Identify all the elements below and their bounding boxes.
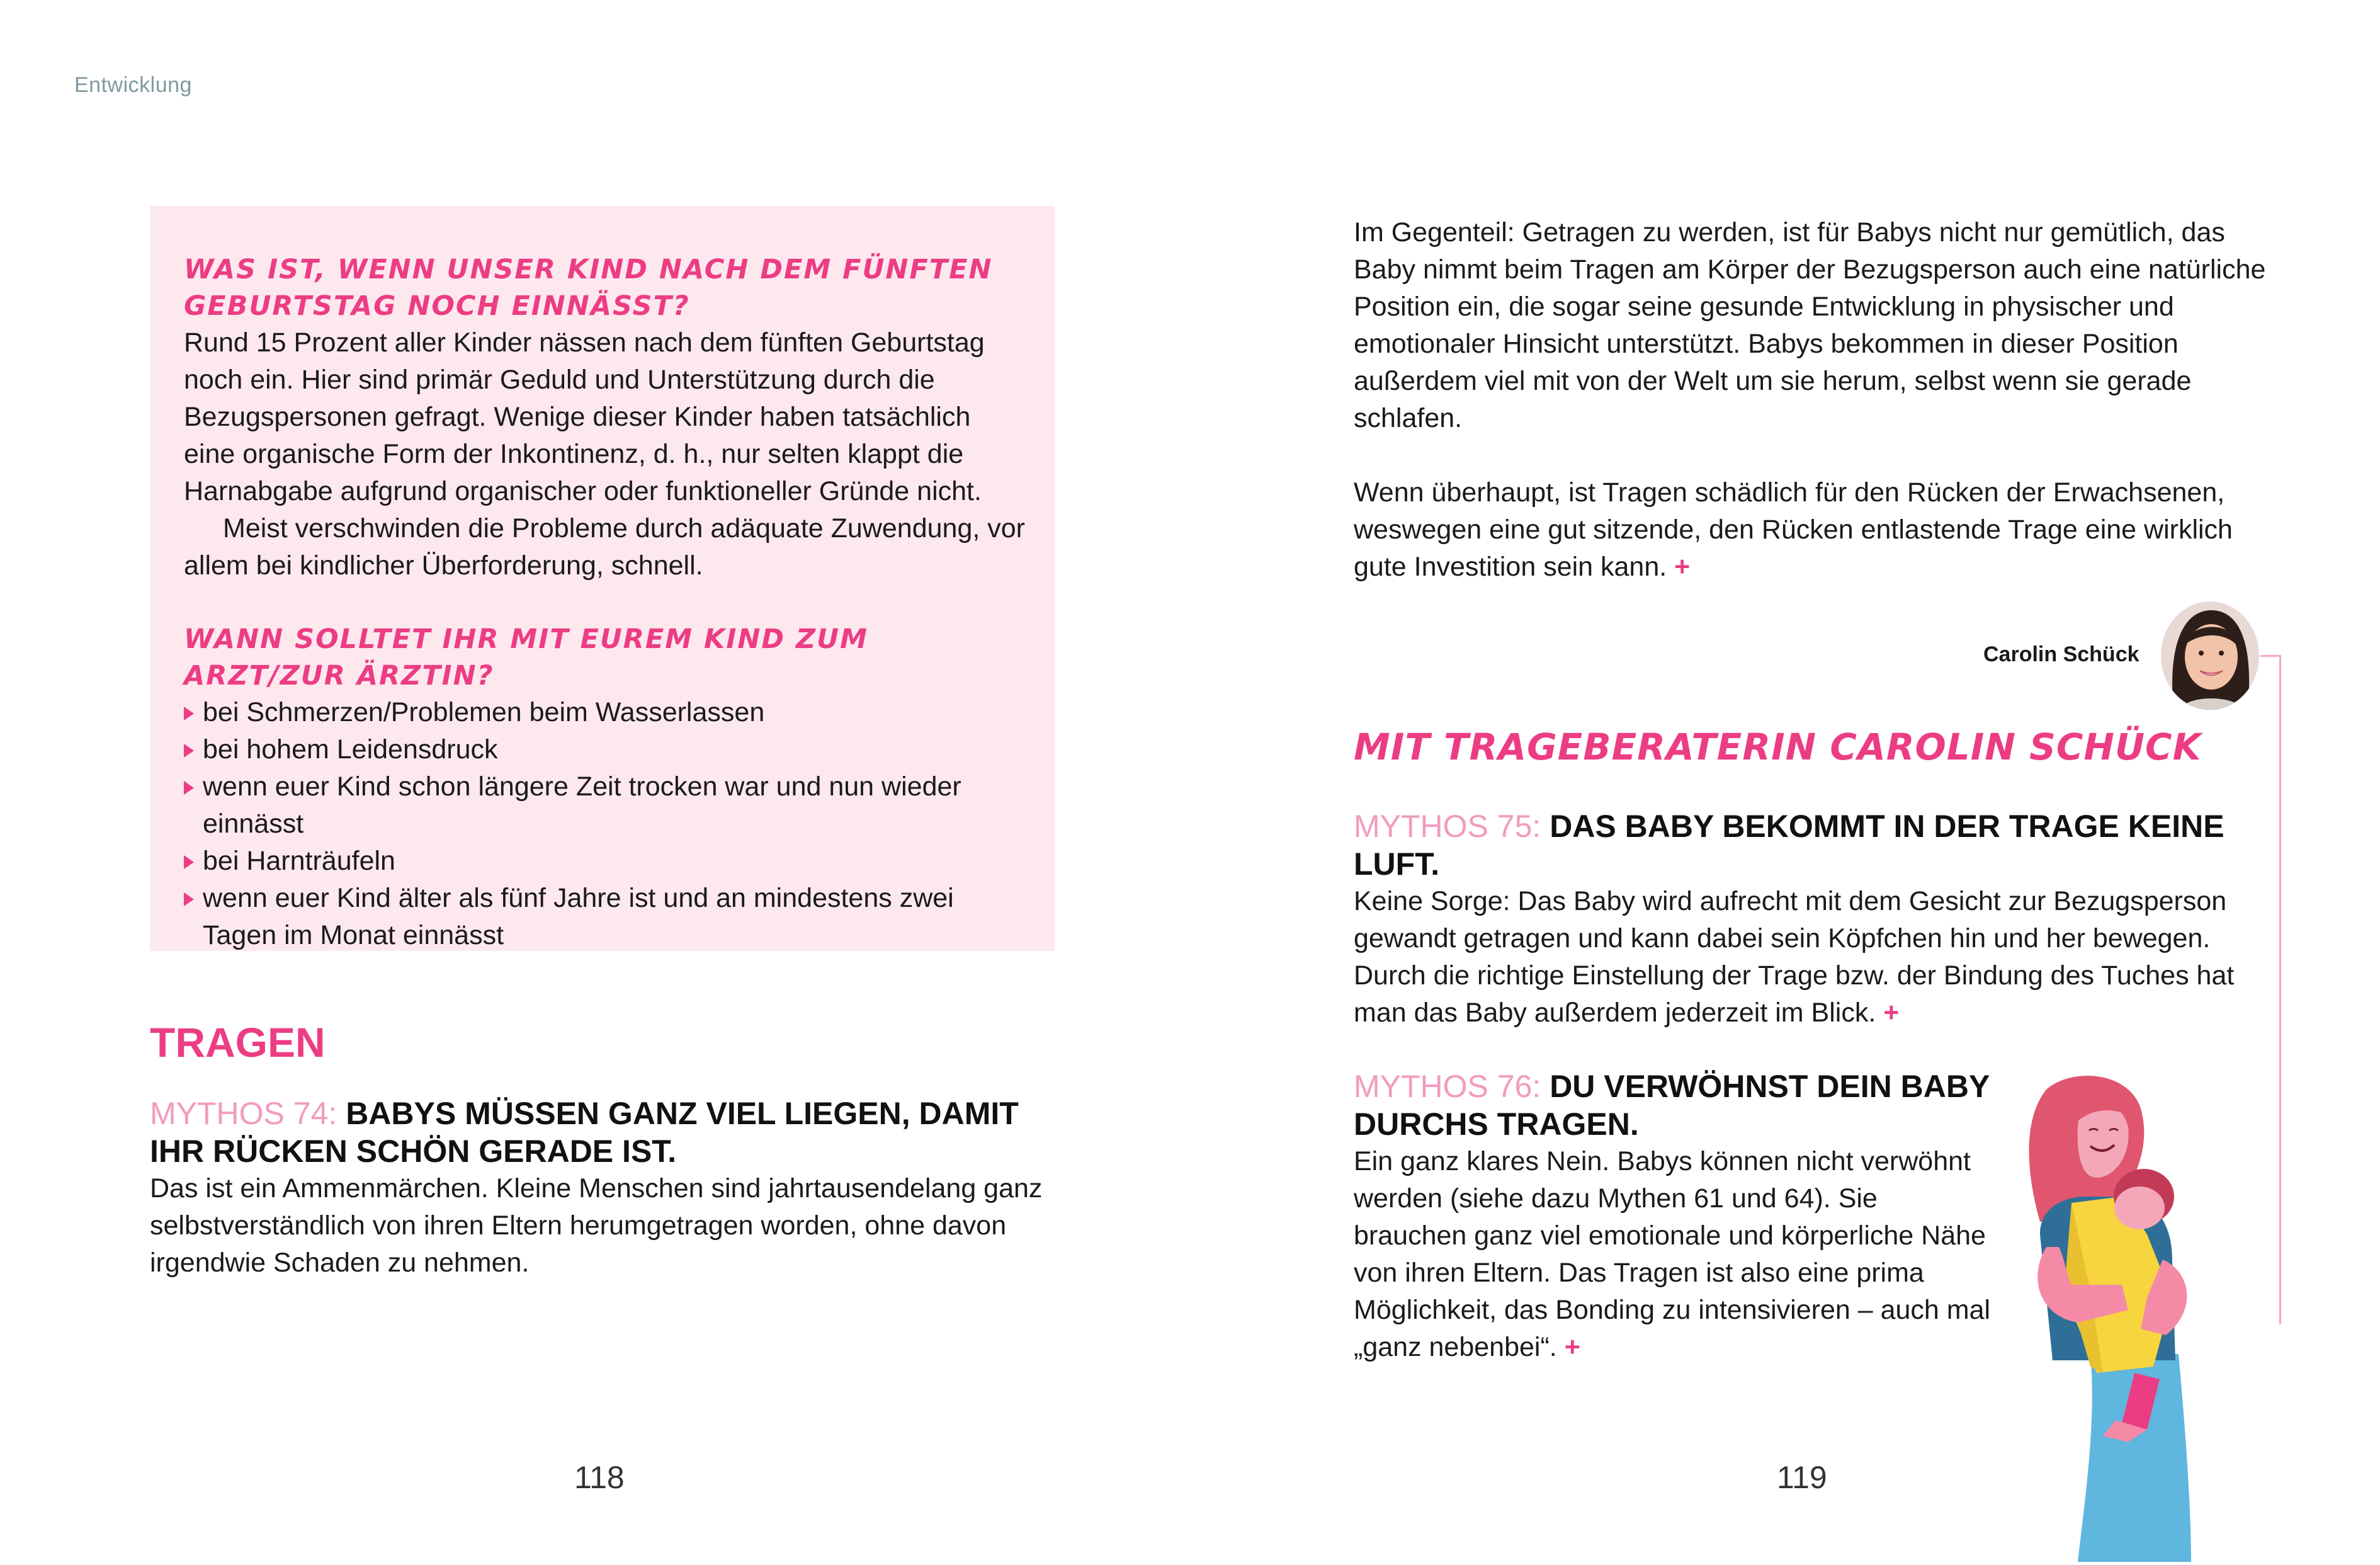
bullet-triangle-icon [184,707,194,720]
myth-74-body: Das ist ein Ammenmärchen. Kleine Menschen sind jahrtausendelang ganz selbstverständlich von ihren Eltern herumgetragen worden, ohne davon irgendwie Schaden zu nehmen. [150,1173,1043,1278]
list-item: bei Harnträufeln [184,843,1028,880]
bullet-triangle-icon [184,781,194,795]
info-question-1-body: Rund 15 Prozent aller Kinder nässen nach dem fünften Geburtstag noch ein. Hier sind primär Geduld und Unterstützung durch die Bezugspersonen gefragt. Wenige dieser Kinder haben tatsächlich eine organische Form der Inkontinenz, d. h., nur selten klappt die Harnabgabe aufgrund organischer oder funktioneller Gründe nicht. [184,327,985,506]
list-item: wenn euer Kind älter als fünf Jahre ist und an mindestens zwei Tagen im Monat einnässt [184,880,1028,954]
myth-76 [1354,1067,1996,1366]
avatar [2161,601,2259,710]
myth-75-heading [1354,807,2273,883]
bullet-triangle-icon [184,892,194,906]
myth-76-heading [1354,1067,1996,1143]
author-name: Carolin Schück [1983,642,2139,666]
myth-76-body: Ein ganz klares Nein. Babys können nicht verwöhnt werden (siehe dazu Mythen 61 und 64). Sie brauchen ganz viel emotionale und körperliche Nähe von ihren Eltern. Das Tragen ist also eine prima Möglichkeit, das Bonding zu intensivieren – auch mal „ganz nebenbei“. + [1354,1146,1991,1362]
info-question-1-title-line1: WAS IST, WENN UNSER KIND NACH DEM FÜNFTEN [184,254,993,285]
myth-74-title: BABYS MÜSSEN GANZ VIEL LIEGEN, DAMIT IHR RÜCKEN SCHÖN GERADE IST. [150,1096,1019,1169]
page-number-left: 118 [574,1460,625,1495]
plus-icon: + [1564,1332,1580,1362]
doctor-criteria-list [184,694,1028,954]
myth-75 [1354,807,2273,1032]
myth-76-title: DU VERWÖHNST DEIN BABY DURCHS TRAGEN. [1354,1069,1990,1142]
list-item: bei Schmerzen/Problemen beim Wasserlassen [184,694,1028,731]
info-box [150,206,1055,951]
myth-74-heading [150,1095,1057,1170]
myth-74-paragraph-1: Im Gegenteil: Getragen zu werden, ist für Babys nicht nur gemütlich, das Baby nimmt beim Tragen am Körper der Bezugsperson auch eine natürliche Position ein, die sogar seine gesunde Entwicklung in physischer und emotionaler Hinsicht unterstützt. Babys bekommen in dieser Position außerdem viel mit von der Welt um sie herum, selbst wenn sie gerade schlafen. [1354,217,2266,433]
myth-74-number: MYTHOS 74: [150,1096,337,1131]
myth-74-paragraph-2: Wenn überhaupt, ist Tragen schädlich für den Rücken der Erwachsenen, weswegen eine gut sitzende, den Rücken entlastende Trage eine wirklich gute Investition sein kann. + [1354,477,2233,582]
section-title: TRAGEN [150,1019,326,1066]
running-head: Entwicklung [74,73,192,97]
bullet-triangle-icon [184,855,194,869]
interview-title: MIT TRAGEBERATERIN CAROLIN SCHÜCK [1354,726,2202,768]
myth-75-body: Keine Sorge: Das Baby wird aufrecht mit dem Gesicht zur Bezugsperson gewandt getragen und kann dabei sein Köpfchen hin und her bewegen. Durch die richtige Einstellung der Trage bzw. der Bindung des Tuches hat man das Baby außerdem jederzeit im Blick. + [1354,886,2235,1028]
list-item: wenn euer Kind schon längere Zeit trocken war und nun wieder einnässt [184,768,1028,843]
myth-74-continued [1354,214,2273,586]
myth-74 [150,1095,1057,1282]
plus-icon: + [1674,552,1691,582]
page-number-right: 119 [1777,1460,1827,1495]
info-question-1-title [184,251,1028,324]
info-question-1-title-line2: GEBURTSTAG NOCH EINNÄSST? [184,290,690,322]
mother-carrying-baby-illustration [2002,1071,2267,1562]
list-item: bei hohem Leidensdruck [184,731,1028,768]
bullet-triangle-icon [184,744,194,758]
plus-icon: + [1883,998,1900,1028]
myth-75-title: DAS BABY BEKOMMT IN DER TRAGE KEINE LUFT. [1354,809,2224,882]
myth-75-number: MYTHOS 75: [1354,809,1541,844]
info-question-2-title: WANN SOLLTET IHR MIT EUREM KIND ZUM ARZT/ZUR ÄRZTIN? [184,623,868,691]
myth-76-number: MYTHOS 76: [1354,1069,1541,1104]
info-question-1-body-2: Meist verschwinden die Probleme durch adäquate Zuwendung, vor allem bei kindlicher Überforderung, schnell. [184,513,1026,581]
